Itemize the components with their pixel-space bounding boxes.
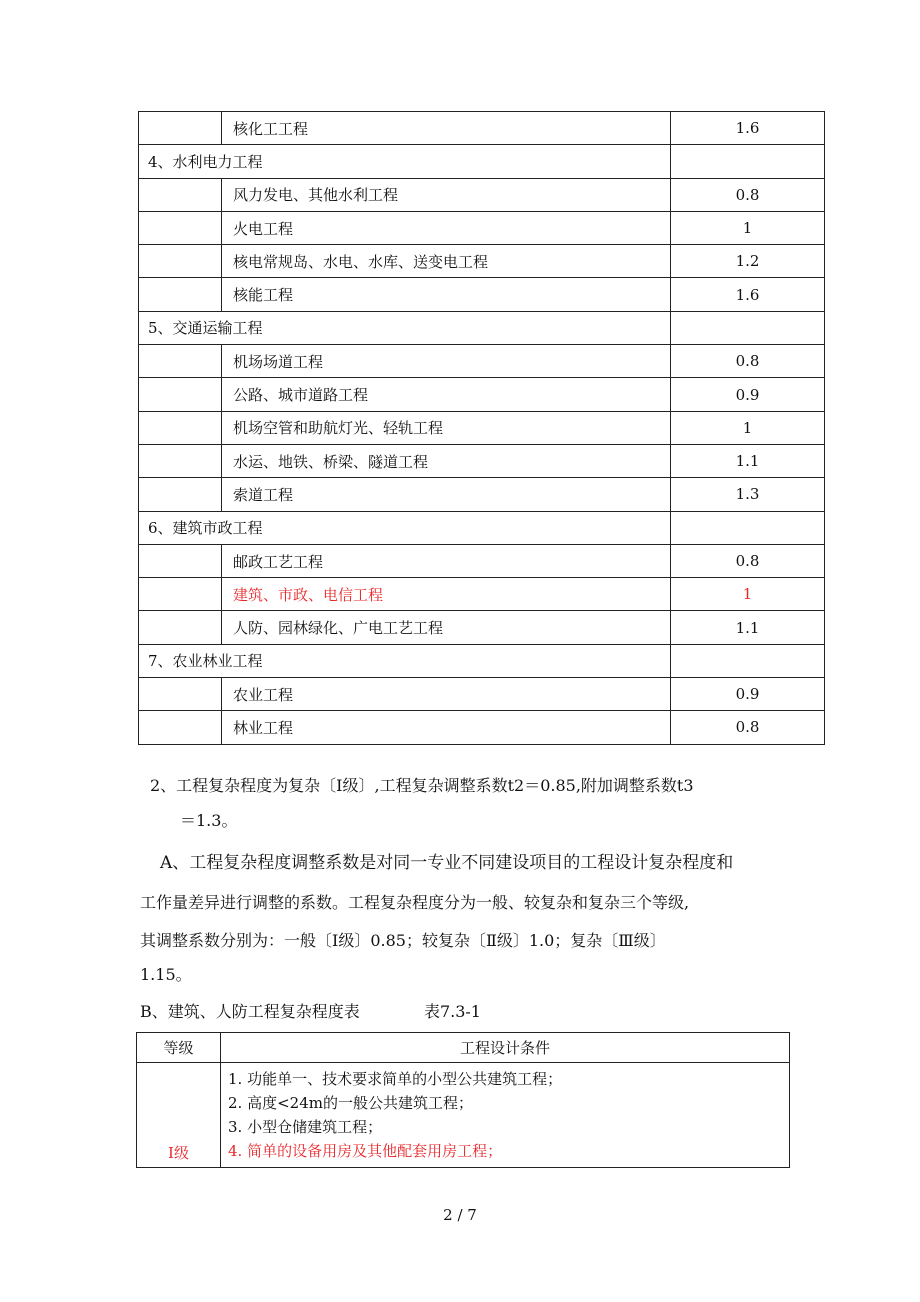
table-row <box>139 345 825 378</box>
blank-cell <box>139 112 222 145</box>
category-cell: 7、农业林业工程 <box>139 644 671 677</box>
project-name-cell: 公路、城市道路工程 <box>222 378 671 411</box>
coefficient-cell: 0.8 <box>671 178 825 211</box>
table-row <box>139 611 825 644</box>
blank-cell <box>139 278 222 311</box>
paragraph-2-line-2: ＝1.3。 <box>180 811 238 830</box>
table-row <box>139 711 825 744</box>
table-row <box>139 278 825 311</box>
table-row <box>139 411 825 444</box>
blank-cell <box>139 178 222 211</box>
coefficient-cell: 1.2 <box>671 245 825 278</box>
condition-item: 1. 功能单一、技术要求简单的小型公共建筑工程； <box>228 1070 563 1088</box>
paragraph-a-line-2: 工作量差异进行调整的系数。工程复杂程度分为一般、较复杂和复杂三个等级, <box>140 893 690 912</box>
coefficient-cell <box>671 311 825 344</box>
blank-cell <box>139 578 222 611</box>
table-row <box>139 511 825 544</box>
project-name-cell: 索道工程 <box>222 478 671 511</box>
blank-cell <box>139 345 222 378</box>
table-caption <box>140 1002 481 1022</box>
table-row <box>139 678 825 711</box>
condition-item: 2. 高度<24m的一般公共建筑工程； <box>228 1094 473 1112</box>
project-name-cell: 邮政工艺工程 <box>222 544 671 577</box>
blank-cell <box>139 411 222 444</box>
paragraph-a-line-3: 其调整系数分别为：一般〔Ⅰ级〕0.85；较复杂〔Ⅱ级〕1.0；复杂〔Ⅲ级〕 <box>140 931 666 950</box>
category-cell: 4、水利电力工程 <box>139 145 671 178</box>
project-name-cell: 人防、园林绿化、广电工艺工程 <box>222 611 671 644</box>
blank-cell <box>139 245 222 278</box>
coefficient-cell <box>671 145 825 178</box>
coefficient-cell <box>671 644 825 677</box>
blank-cell <box>139 478 222 511</box>
paragraph-2-line-1: 2、工程复杂程度为复杂〔I级〕,工程复杂调整系数t2＝0.85,附加调整系数t3 <box>150 776 694 795</box>
coefficient-cell: 0.8 <box>671 711 825 744</box>
table-row <box>139 178 825 211</box>
coefficient-cell: 1 <box>671 411 825 444</box>
coefficient-cell: 0.8 <box>671 345 825 378</box>
coefficient-cell: 1.1 <box>671 444 825 477</box>
blank-cell <box>139 378 222 411</box>
coefficient-table <box>138 111 825 745</box>
table-row <box>139 444 825 477</box>
blank-cell <box>139 611 222 644</box>
project-name-cell: 风力发电、其他水利工程 <box>222 178 671 211</box>
blank-cell <box>139 211 222 244</box>
category-cell: 5、交通运输工程 <box>139 311 671 344</box>
blank-cell <box>139 711 222 744</box>
blank-cell <box>139 678 222 711</box>
table-caption-number: 表7.3-1 <box>423 1002 481 1021</box>
coefficient-cell: 0.9 <box>671 378 825 411</box>
table-row <box>139 211 825 244</box>
level-cell: Ⅰ级 <box>137 1063 221 1168</box>
coefficient-cell: 1.3 <box>671 478 825 511</box>
table-row <box>139 145 825 178</box>
condition-list <box>221 1063 790 1168</box>
project-name-cell: 火电工程 <box>222 211 671 244</box>
blank-cell <box>139 444 222 477</box>
project-name-cell: 水运、地铁、桥梁、隧道工程 <box>222 444 671 477</box>
table-row <box>139 311 825 344</box>
table-row <box>139 112 825 145</box>
coefficient-cell: 1.6 <box>671 278 825 311</box>
coefficient-cell: 1.6 <box>671 112 825 145</box>
project-name-cell: 机场场道工程 <box>222 345 671 378</box>
coefficient-cell: 0.9 <box>671 678 825 711</box>
project-name-cell: 建筑、市政、电信工程 <box>222 578 671 611</box>
paragraph-a-line-1: A、工程复杂程度调整系数是对同一专业不同建设项目的工程设计复杂程度和 <box>160 853 734 873</box>
page-number: 2 / 7 <box>443 1206 477 1224</box>
project-name-cell: 农业工程 <box>222 678 671 711</box>
table-caption-title: B、建筑、人防工程复杂程度表 <box>140 1002 360 1021</box>
blank-cell <box>139 544 222 577</box>
coefficient-cell: 1 <box>671 578 825 611</box>
table-row <box>139 578 825 611</box>
coefficient-cell: 1 <box>671 211 825 244</box>
coefficient-cell <box>671 511 825 544</box>
paragraph-a-line-4: 1.15。 <box>140 965 192 984</box>
header-level: 等级 <box>137 1033 221 1063</box>
complexity-table <box>136 1032 790 1168</box>
table-row <box>139 478 825 511</box>
project-name-cell: 核化工工程 <box>222 112 671 145</box>
header-condition: 工程设计条件 <box>221 1033 790 1063</box>
category-cell: 6、建筑市政工程 <box>139 511 671 544</box>
project-name-cell: 林业工程 <box>222 711 671 744</box>
table-row <box>139 644 825 677</box>
table-row <box>139 378 825 411</box>
project-name-cell: 核能工程 <box>222 278 671 311</box>
coefficient-cell: 1.1 <box>671 611 825 644</box>
table-row <box>139 544 825 577</box>
condition-item-highlighted: 4. 简单的设备用房及其他配套用房工程； <box>228 1142 503 1160</box>
coefficient-cell: 0.8 <box>671 544 825 577</box>
condition-item: 3. 小型仓储建筑工程； <box>228 1118 383 1136</box>
table-row <box>139 245 825 278</box>
project-name-cell: 核电常规岛、水电、水库、送变电工程 <box>222 245 671 278</box>
project-name-cell: 机场空管和助航灯光、轻轨工程 <box>222 411 671 444</box>
